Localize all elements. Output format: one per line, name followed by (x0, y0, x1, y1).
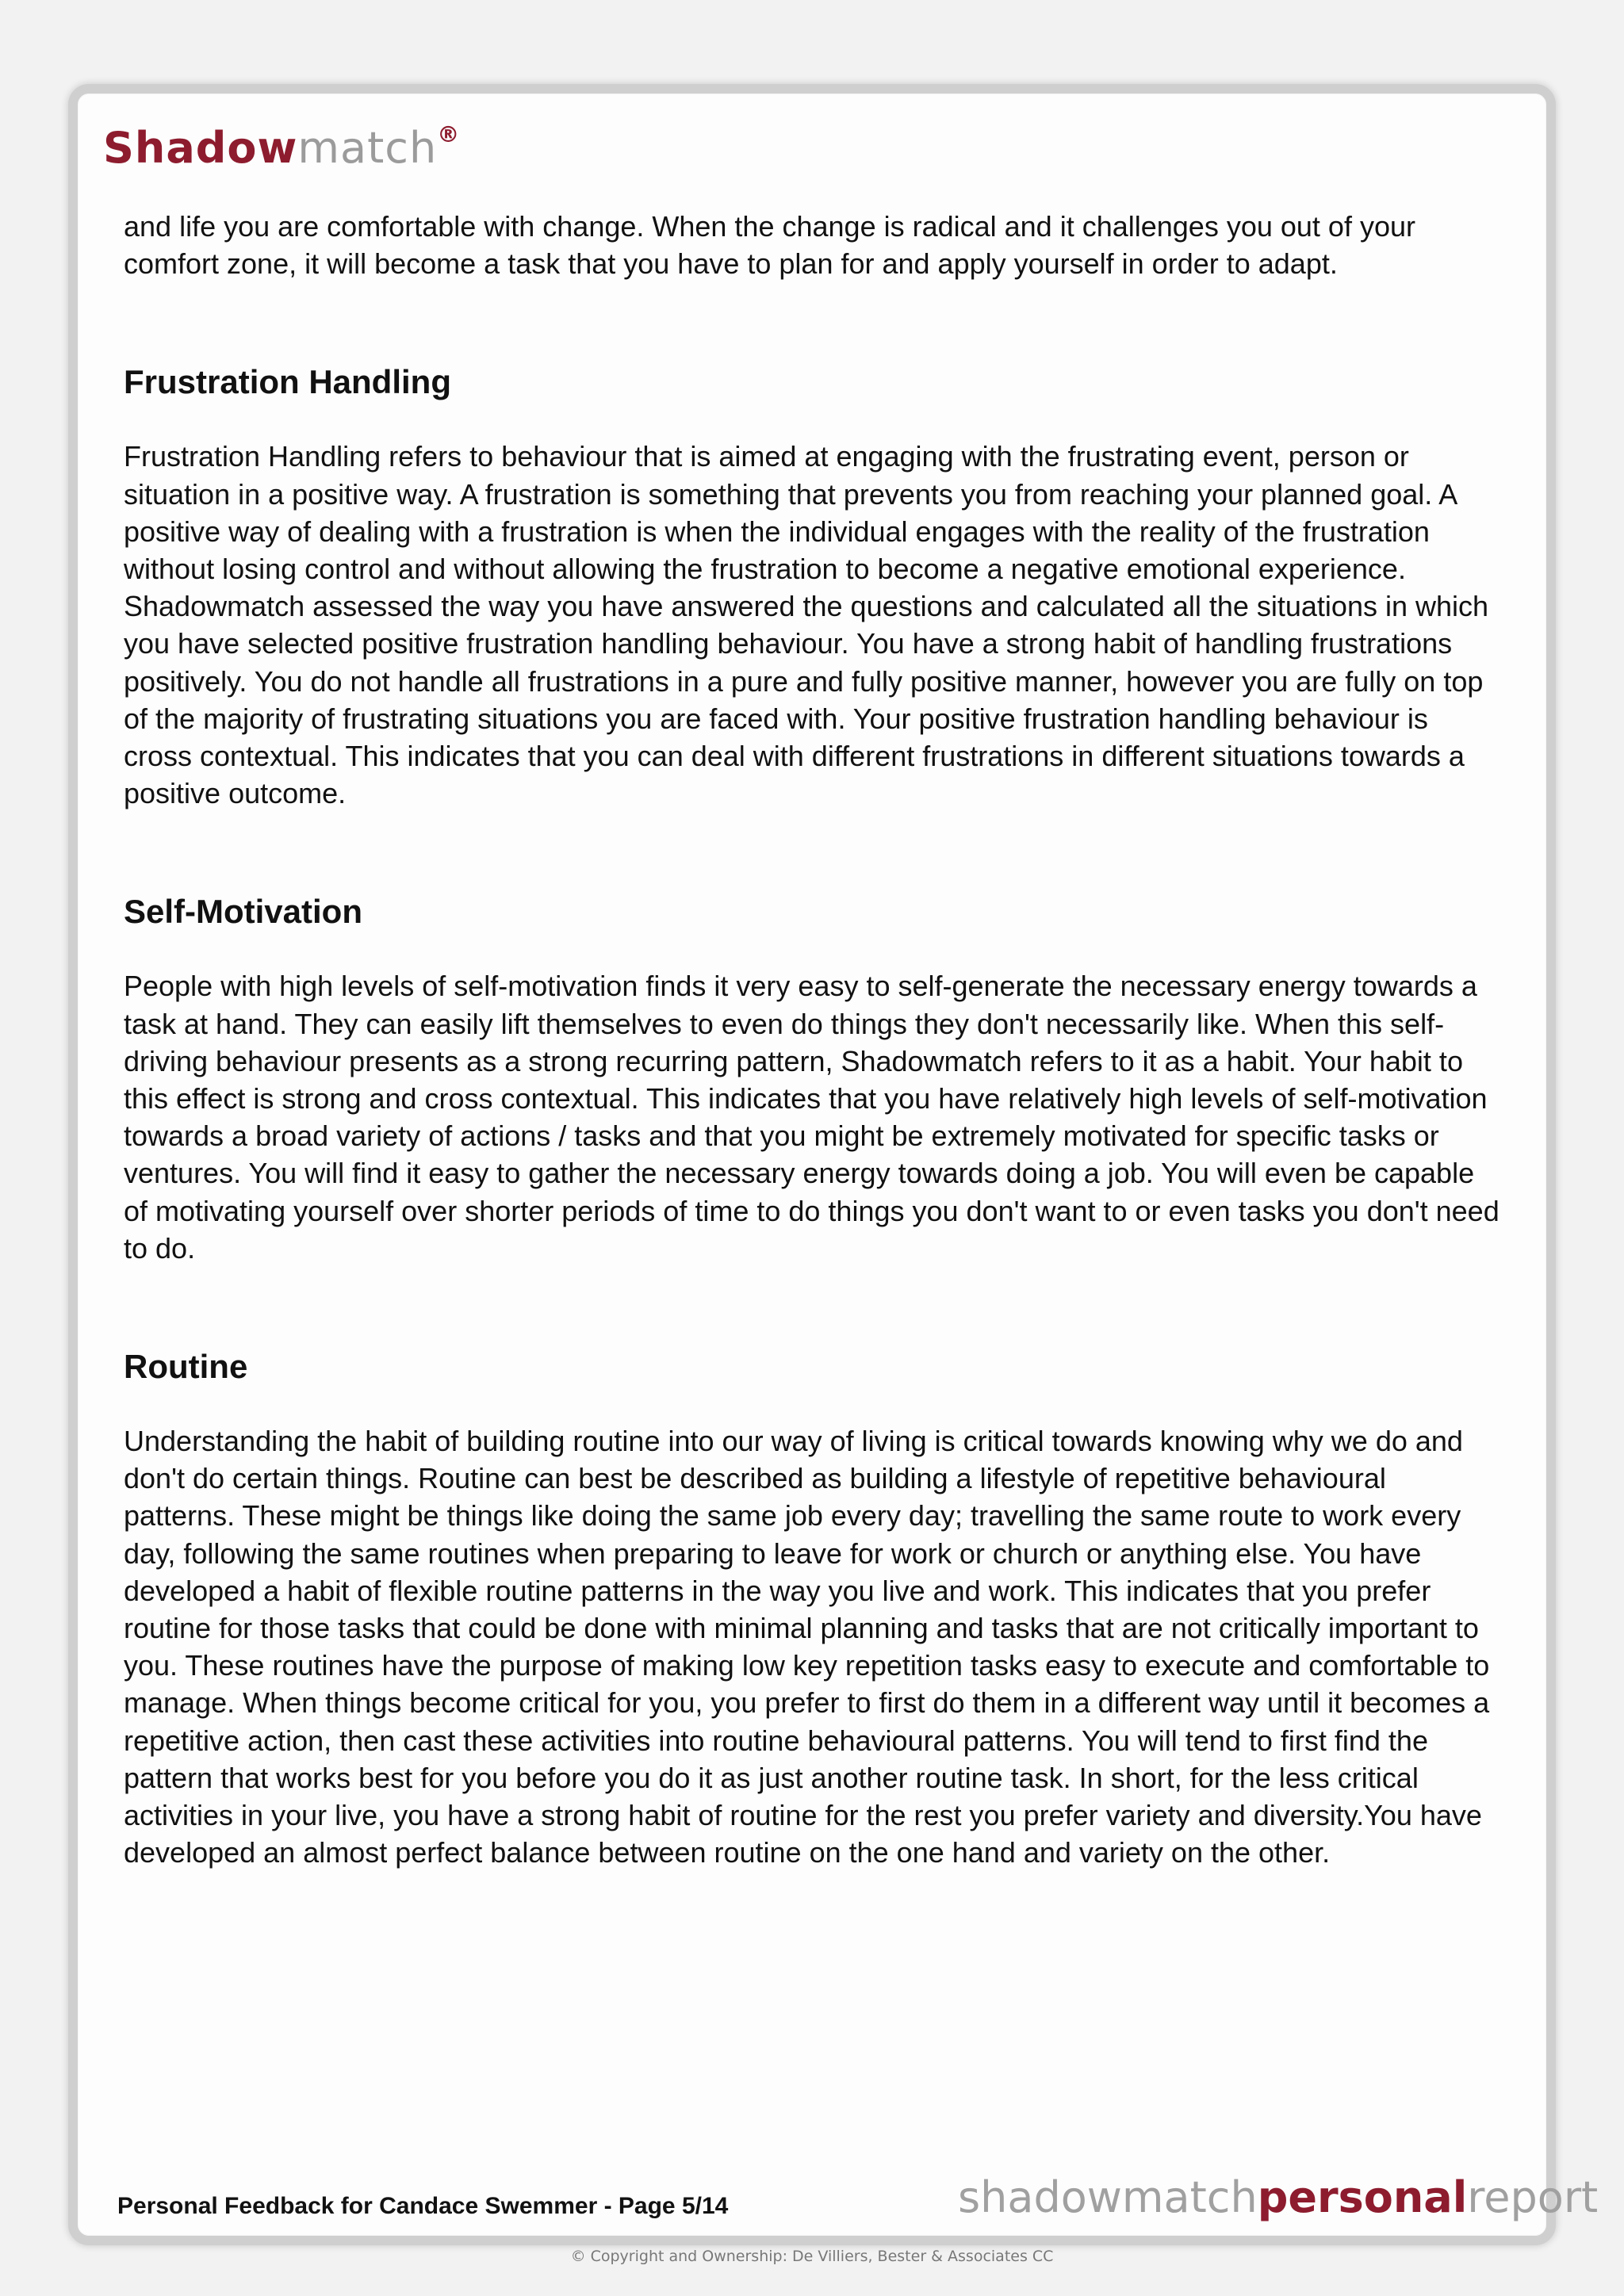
section-body-routine: Understanding the habit of building routine into our way of living is critical towards knowing why we do and don't do certain things. Routine can best be described as building a lifestyle of repetitive behavioural patterns. These might be things like doing the same job every day; travelling the same route to work every day, following the same routines when preparing to leave for work or church or anything else. You have developed a habit of flexible routine patterns in the way you live and work. This indicates that you prefer routine for those tasks that could be done with minimal planning and tasks that are not critically important to you. These routines have the purpose of making low key repetition tasks easy to execute and comfortable to manage. When things become critical for you, you prefer to first do them in a different way until it becomes a repetitive action, then cast these activities into routine behavioural patterns. You will tend to first find the pattern that works best for you before you do it as just another routine task. In short, for the less critical activities in your live, you have a strong habit of routine for the rest you prefer variety and diversity.You have developed an almost perfect balance between routine on the one hand and variety on the other. (124, 1425, 1490, 1869)
logo-light-part: match (297, 123, 438, 173)
report-content (124, 208, 1503, 1872)
section-title-routine: Routine (124, 1348, 248, 1386)
section-title-frustration-handling: Frustration Handling (124, 363, 451, 401)
report-logo-part-a: shadowmatch (958, 2172, 1258, 2222)
page-footer-feedback: Personal Feedback for Candace Swemmer - Page 5/14 (117, 2193, 729, 2219)
section-body-frustration-handling: Frustration Handling refers to behaviour that is aimed at engaging with the frustrating event, person or situation in a positive way. A frustration is something that prevents you from reaching your planned goal. A positive way of dealing with a frustration is when the individual engages with the reality of the frustration without losing control and without allowing the frustration to become a negative emotional experience. Shadowmatch assessed the way you have answered the questions and calculated all the situations in which you have selected positive frustration handling behaviour. You have a strong habit of handling frustrations positively. You do not handle all frustrations in a pure and fully positive manner, however you are fully on top of the majority of frustrating situations you are faced with. Your positive frustration handling behaviour is cross contextual. This indicates that you can deal with different frustrations in different situations towards a positive outcome. (124, 440, 1489, 810)
section-body-self-motivation: People with high levels of self-motivation finds it very easy to self-generate the necessary energy towards a task at hand. They can easily lift themselves to even do things they don't necessarily like. When this self-driving behaviour presents as a strong recurring pattern, Shadowmatch refers to it as a habit. Your habit to this effect is strong and cross contextual. This indicates that you have relatively high levels of self-motivation towards a broad variety of actions / tasks and that you might be extremely motivated for specific tasks or ventures. You will find it easy to gather the necessary energy towards doing a job. You will even be capable of motivating yourself over shorter periods of time to do things you don't want to or even tasks you don't need to do. (124, 970, 1500, 1265)
shadowmatch-logo (103, 106, 460, 177)
report-logo-part-c: report (1467, 2172, 1599, 2222)
report-logo-part-b: personal (1257, 2172, 1468, 2222)
copyright-notice: © Copyright and Ownership: De Villiers, Bester & Associates CC (570, 2248, 1054, 2265)
registered-mark: ® (437, 121, 461, 147)
logo-bold-part: Shadow (103, 123, 298, 173)
section-title-self-motivation: Self-Motivation (124, 893, 362, 931)
personal-report-logo (958, 2172, 1598, 2222)
intro-paragraph: and life you are comfortable with change. When the change is radical and it challenges you out of your comfort zone, it will become a task that you have to plan for and apply yourself in order to adapt. (124, 210, 1415, 281)
